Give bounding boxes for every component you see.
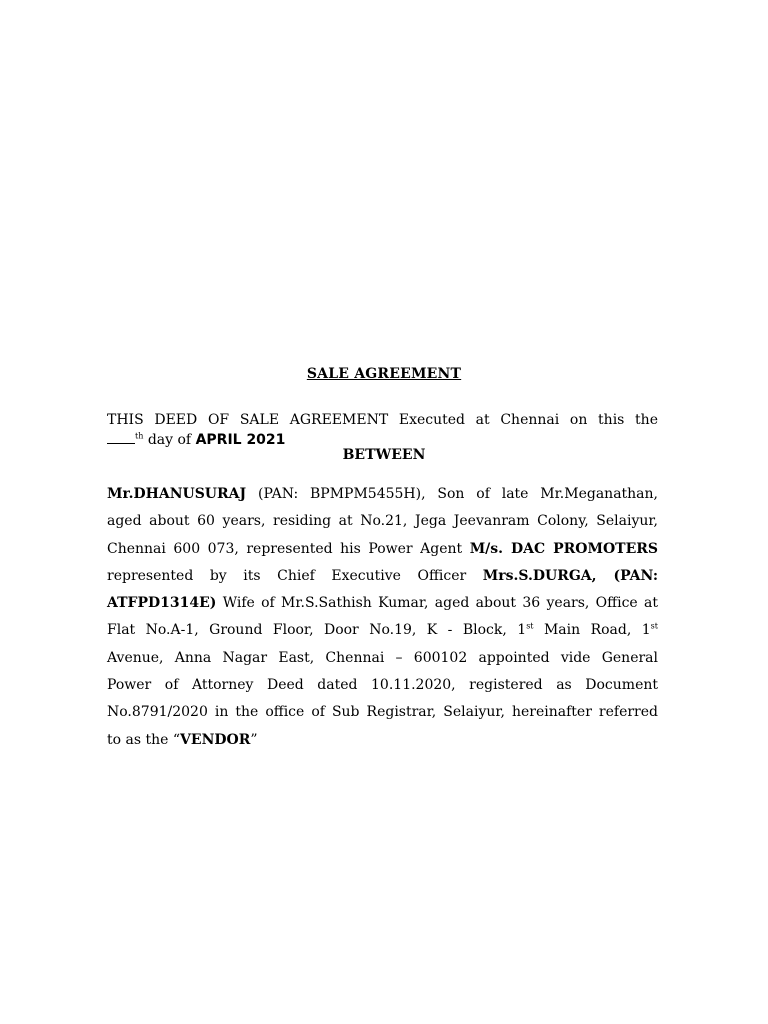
officer-name: Mrs.S.DURGA, (PAN: (482, 567, 658, 584)
intro-word: AGREEMENT (289, 412, 389, 428)
paragraph-line (107, 729, 658, 756)
month-year: APRIL 2021 (195, 432, 286, 448)
ordinal-suffix: st (526, 621, 534, 631)
document-title: SALE AGREEMENT (306, 366, 462, 382)
paragraph-line (107, 647, 658, 674)
intro-line-1 (107, 410, 658, 430)
paragraph-line (107, 565, 658, 592)
line-text: aged about 60 years, residing at No.21, Jega Jeevanram Colony, Selaiyur, (107, 513, 658, 530)
line-text: Avenue, Anna Nagar East, Chennai – 600102 appointed vide General (107, 649, 658, 666)
ordinal-suffix: st (650, 621, 658, 631)
vendor-paragraph (107, 483, 658, 756)
intro-word: Chennai (500, 412, 560, 428)
intro-word: at (475, 412, 490, 428)
line-text: ” (250, 731, 258, 748)
paragraph-line (107, 674, 658, 701)
officer-pan: ATFPD1314E) (107, 595, 217, 612)
paragraph-line (107, 619, 658, 646)
day-of-text: day of (147, 432, 192, 448)
line-text: Wife of Mr.S.Sathish Kumar, aged about 36 years, Office at (216, 595, 658, 612)
line-text: Chennai 600 073, represented his Power Agent (107, 540, 470, 557)
intro-word: THIS (107, 412, 144, 428)
line-text: No.8791/2020 in the office of Sub Registrar, Selaiyur, hereinafter referred (107, 704, 658, 721)
intro-paragraph (107, 410, 658, 450)
day-suffix: th (135, 431, 144, 441)
line-text: represented by its Chief Executive Officer (107, 567, 483, 584)
line-text: to as the “ (107, 731, 181, 748)
paragraph-line (107, 483, 658, 510)
paragraph-line (107, 592, 658, 619)
line-text: Main Road, 1 (533, 622, 651, 639)
vendor-label: VENDOR (180, 731, 251, 748)
intro-word: the (635, 412, 658, 428)
line-text: Power of Attorney Deed dated 10.11.2020, registered as Document (107, 677, 658, 694)
intro-word: this (598, 412, 625, 428)
intro-word: Executed (398, 412, 465, 428)
line-text: Flat No.A-1, Ground Floor, Door No.19, K - Block, 1 (107, 622, 527, 639)
agent-name: M/s. DAC PROMOTERS (469, 540, 658, 557)
paragraph-line (107, 538, 658, 565)
line-text: (PAN: BPMPM5455H), Son of late Mr.Meganathan, (246, 486, 658, 502)
between-heading: BETWEEN (342, 447, 426, 463)
vendor-name: Mr.DHANUSURAJ (107, 486, 247, 502)
paragraph-line (107, 510, 658, 537)
intro-word: DEED (154, 412, 198, 428)
intro-word: OF (207, 412, 230, 428)
intro-word: SALE (239, 412, 280, 428)
date-blank (107, 431, 135, 444)
intro-word: on (569, 412, 588, 428)
paragraph-line (107, 701, 658, 728)
